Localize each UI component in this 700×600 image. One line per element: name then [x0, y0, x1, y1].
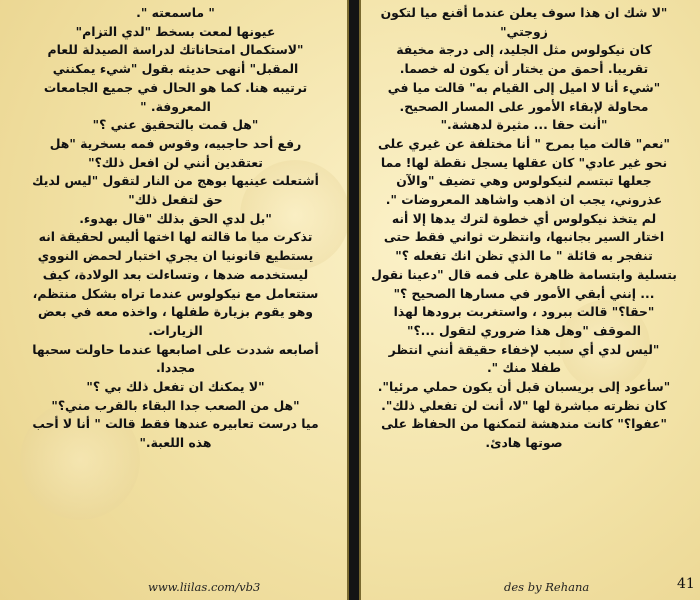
designer-credit: des by Rehana — [504, 580, 590, 594]
text-line: "لاستكمال امتحاناتك لدراسة الصيدلة للعام — [47, 42, 304, 58]
text-line: المعروفة. " — [140, 98, 211, 114]
text-line: بتسلية وابتسامة ظاهرة على فمه قال "دعينا نقول — [371, 266, 677, 282]
text-line: "سأعود إلى بريسبان قبل أن يكون حملي مرئيا". — [377, 379, 671, 395]
text-line: الموقف "وهل هذا ضروري لتقول ...؟" — [406, 322, 641, 338]
text-line: تعتقدين أنني لن افعل ذلك؟" — [88, 154, 263, 170]
text-line: "ليس لدي أي سبب لإخفاء حقيقة أنني انتظر — [388, 341, 660, 357]
page-number: 41 — [677, 576, 695, 592]
text-line: نحو غير عادي" كان عقلها يسجل نقطة لها! مما — [380, 154, 668, 170]
text-line: صوتها هادئ. — [485, 435, 563, 451]
text-line: طفلا منك ". — [486, 360, 562, 376]
text-line: حق لتفعل ذلك" — [128, 192, 223, 208]
text-line: هذه اللعبة." — [139, 435, 212, 451]
text-line: مجددا. — [155, 360, 196, 376]
text-line: أشتعلت عينيها بوهج من النار لتقول "ليس لديك — [32, 173, 319, 189]
text-line: "شيء أنا لا اميل إلى القيام به" قالت ميا في — [387, 79, 661, 95]
text-line: "لا شك ان هذا سوف يعلن عندما أقنع ميا لتكون — [380, 5, 668, 20]
text-line: كان نظرته مباشرة لها "لا، أنت لن تفعلي ذلك". — [381, 397, 667, 413]
right-text-column — [360, 0, 690, 600]
column-divider — [347, 0, 361, 600]
text-line: تنفجر به قائلة " ما الذي تظن انك تفعله ؟" — [395, 248, 653, 264]
text-line: المقبل" أنهى حديثه بقول "شيء يمكنني — [52, 61, 299, 77]
text-line: "عفوا؟" كانت مندهشة لتمكنها من الحفاظ على — [381, 416, 667, 432]
text-line: "هل من الصعب جدا البقاء بالقرب مني؟" — [51, 397, 300, 413]
text-line: "حقا؟" قالت ببرود ، واستغربت برودها لهذا — [393, 304, 655, 320]
text-line: "بل لدي الحق بذلك "قال بهدوء. — [79, 210, 272, 226]
text-line: ليستخدمه ضدها ، وتساءلت بعد الولادة، كيف — [42, 266, 309, 282]
text-line: تقريبا. أحمق من يختار أن يكون له خصما. — [399, 61, 649, 77]
text-line: محاولة لإبقاء الأمور على المسار الصحيح. — [399, 98, 649, 114]
text-line: " ماسمعته ". — [136, 5, 215, 20]
text-line: ميا درست تعابيره عندها فقط قالت " أنا لا أحب — [32, 416, 319, 432]
text-line: لم يتخذ نيكولوس أي خطوة لترك يدها إلا أنه — [391, 210, 657, 226]
text-line: ستتعامل مع نيكولوس عندما تراه بشكل منتظم، — [32, 285, 319, 301]
text-line: اختار السير بجانبها، وانتظرت ثواني فقط حتى — [383, 229, 665, 245]
text-line: زوجتي" — [500, 23, 548, 39]
text-line: "لا يمكنك ان تفعل ذلك بي ؟" — [86, 379, 265, 395]
text-line: وهو يقوم بزيارة طفلها ، واخذه معه في بعض — [37, 304, 314, 320]
left-text-column — [8, 0, 343, 600]
text-line: يستطيع قانونيا ان يجري اختبار لحمض النووي — [37, 248, 314, 264]
text-line: أصابعه شددت على اصابعها عندما حاولت سحبها — [32, 341, 319, 357]
text-line: ... إنني أبقي الأمور في مسارها الصحيح ؟" — [393, 285, 655, 301]
text-line: رفع أحد حاجبيه، وقوس فمه بسخرية "هل — [49, 135, 302, 151]
text-line: جعلها تبتسم لنيكولوس وهي تضيف "والآن — [396, 173, 652, 189]
text-line: ترتيبه هنا. كما هو الحال في جميع الجامعات — [43, 79, 308, 95]
text-line: الزيارات. — [148, 322, 203, 338]
text-line: كان نيكولوس مثل الجليد، إلى درجة مخيفة — [396, 42, 652, 58]
text-line: "هل قمت بالتحقيق عني ؟" — [92, 117, 259, 133]
site-credit: www.liilas.com/vb3 — [148, 580, 261, 594]
text-line: عيونها لمعت بسخط "لدي التزام" — [75, 23, 276, 39]
text-line: تذكرت ميا ما قالته لها اختها أليس لحقيقة انه — [38, 229, 313, 245]
text-line: "نعم" قالت ميا بمرح " أنا مختلفة عن غيري على — [377, 135, 671, 151]
text-line: عذروني، يجب ان اذهب واشاهد المعروضات ". — [385, 192, 663, 208]
text-line: "أنت حقا ... مثيرة لدهشة." — [440, 117, 608, 133]
